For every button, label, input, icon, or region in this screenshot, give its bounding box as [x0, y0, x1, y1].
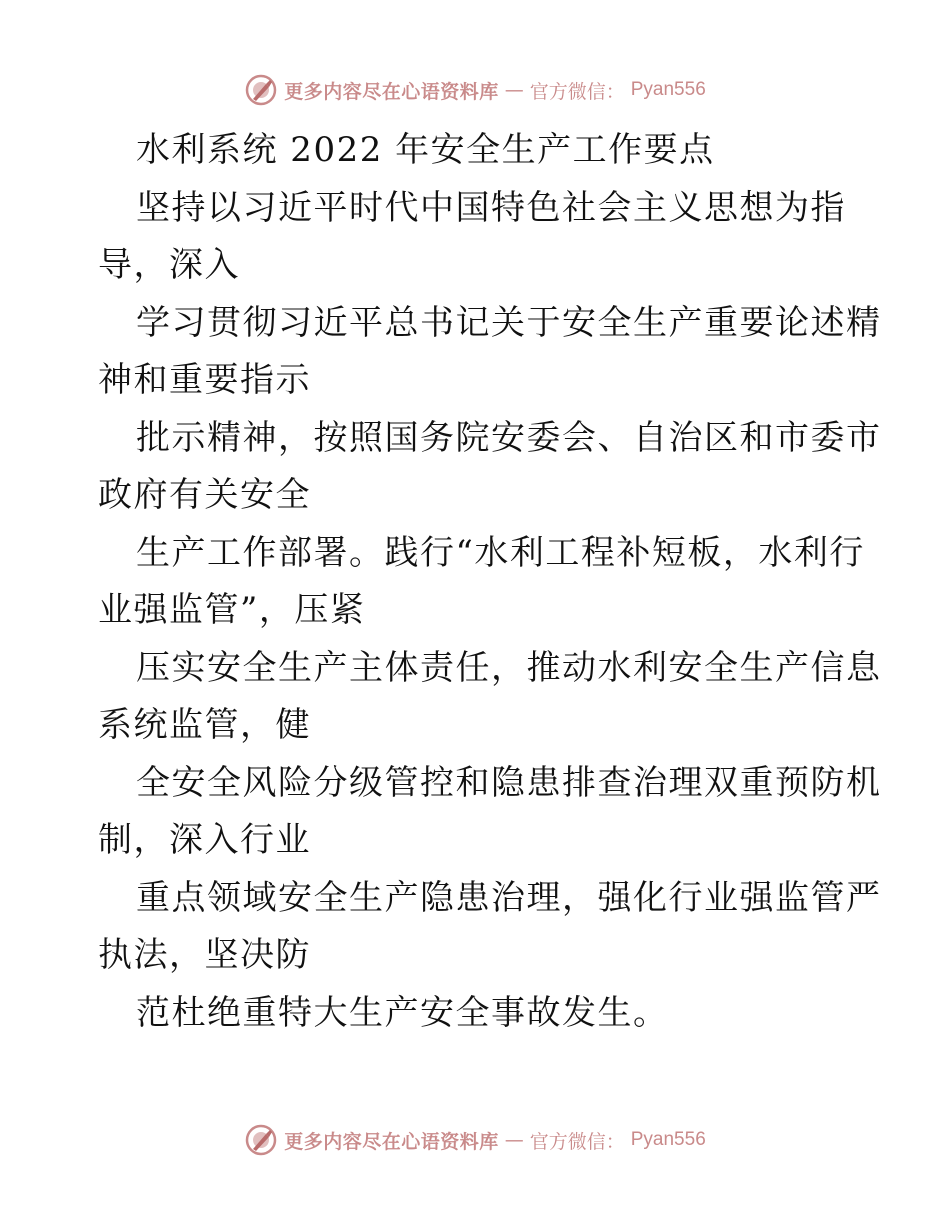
text-line: 制，深入行业: [98, 820, 311, 860]
text-line: 批示精神，按照国务院安委会、自治区和市委市: [136, 417, 882, 458]
watermark-title: 更多内容尽在心语资料库: [284, 80, 499, 103]
document-title: 水利系统 2022 年安全生产工作要点: [136, 130, 715, 170]
pen-logo-icon: [244, 1123, 278, 1157]
watermark-dash: —: [504, 79, 524, 101]
watermark-dash: —: [504, 1129, 524, 1151]
text-line: 压实安全生产主体责任，推动水利安全生产信息: [136, 647, 882, 688]
text-line: 全安全风险分级管控和隐患排查治理双重预防机: [136, 762, 882, 803]
watermark-wechat-label: 官方微信：: [529, 80, 625, 103]
text-line: 业强监管”，压紧: [98, 590, 366, 630]
text-line: 政府有关安全: [98, 475, 311, 515]
text-line: 系统监管，健: [98, 705, 311, 745]
watermark-wechat-id: Pyan556: [630, 1129, 706, 1150]
watermark-wechat-id: Pyan556: [630, 79, 706, 100]
document-body: [98, 122, 882, 1042]
text-line: 坚持以习近平时代中国特色社会主义思想为指: [136, 187, 846, 228]
watermark-wechat-label: 官方微信：: [529, 1130, 625, 1153]
watermark-header: [0, 70, 950, 110]
text-line: 学习贯彻习近平总书记关于安全生产重要论述精: [136, 302, 882, 343]
text-line: 导，深入: [98, 245, 240, 285]
text-line: 生产工作部署。践行“水利工程补短板，水利行: [136, 532, 865, 573]
watermark-title: 更多内容尽在心语资料库: [284, 1130, 499, 1153]
text-line: 重点领域安全生产隐患治理，强化行业强监管严: [136, 877, 882, 918]
pen-logo-icon: [244, 73, 278, 107]
text-line: 神和重要指示: [98, 360, 311, 400]
text-line: 范杜绝重特大生产安全事故发生。: [136, 992, 669, 1033]
watermark-footer: [0, 1120, 950, 1160]
text-line: 执法，坚决防: [98, 935, 311, 975]
